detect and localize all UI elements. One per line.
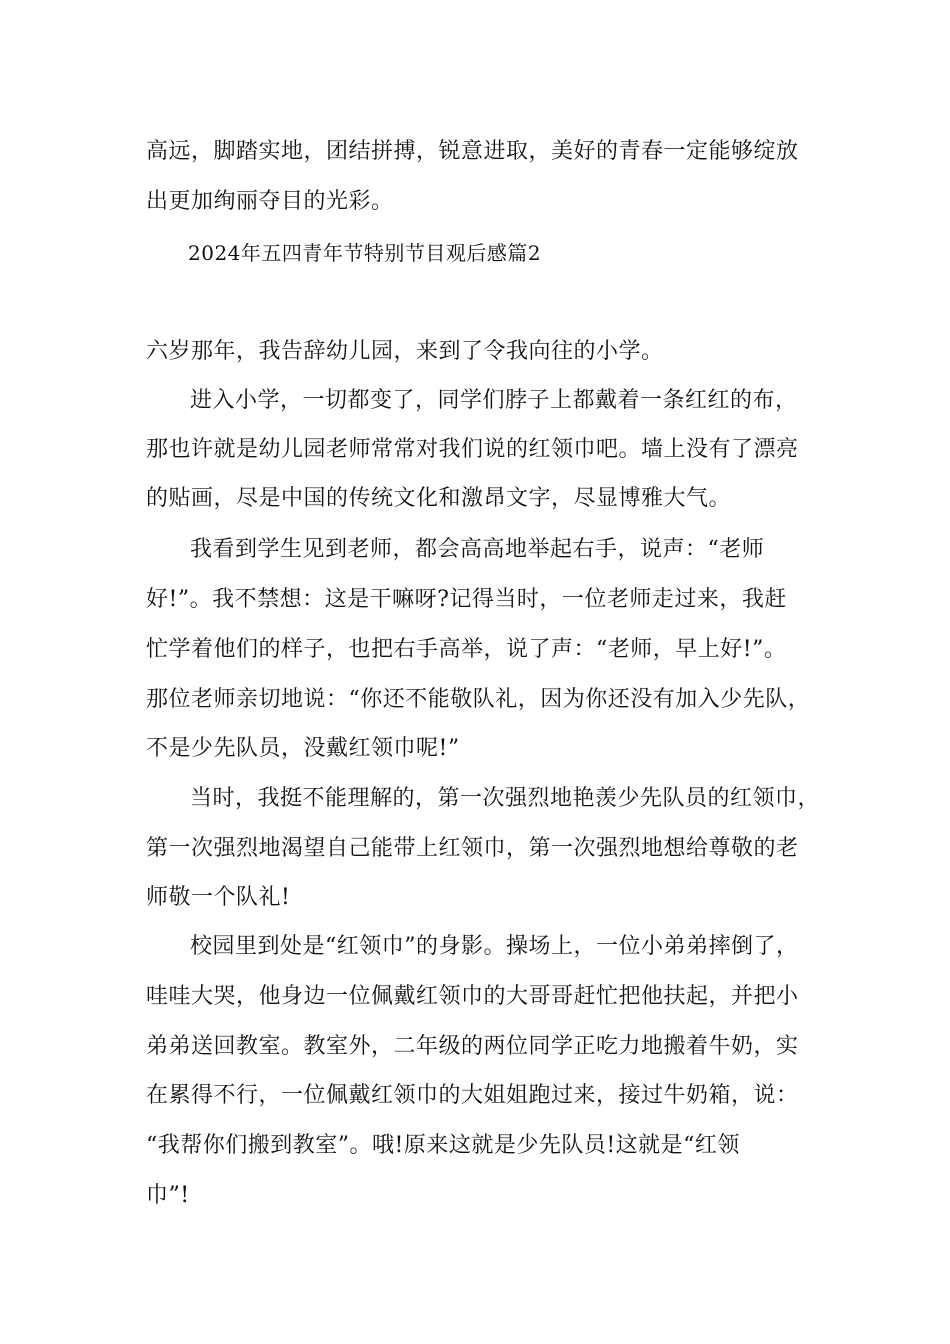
text-line: 出更加绚丽夺目的光彩。 bbox=[146, 189, 394, 214]
text-line: 忙学着他们的样子，也把右手高举，说了声：“老师，早上好!”。 bbox=[146, 637, 787, 662]
text-line: 高远，脚踏实地，团结拼搏，锐意进取，美好的青春一定能够绽放 bbox=[146, 139, 799, 164]
text-line: 好!”。我不禁想：这是干嘛呀?记得当时，一位老师走过来，我赶 bbox=[146, 587, 787, 612]
section-heading: 2024年五四青年节特别节目观后感篇2 bbox=[188, 241, 542, 265]
paragraph-first-line: 校园里到处是“红领巾”的身影。操场上，一位小弟弟摔倒了， bbox=[190, 934, 799, 959]
text-line: “我帮你们搬到教室”。哦!原来这就是少先队员!这就是“红领 bbox=[146, 1133, 740, 1158]
text-line: 那也许就是幼儿园老师常常对我们说的红领巾吧。墙上没有了漂亮 bbox=[146, 437, 799, 462]
text-line: 哇哇大哭，他身边一位佩戴红领巾的大哥哥赶忙把他扶起，并把小 bbox=[146, 984, 799, 1009]
paragraph-first-line: 当时，我挺不能理解的，第一次强烈地艳羡少先队员的红领巾， bbox=[190, 786, 821, 811]
text-line: 巾”! bbox=[146, 1183, 190, 1208]
text-line: 的贴画，尽是中国的传统文化和激昂文字，尽显博雅大气。 bbox=[146, 486, 732, 511]
text-line: 弟弟送回教室。教室外，二年级的两位同学正吃力地搬着牛奶，实 bbox=[146, 1034, 799, 1059]
text-line: 师敬一个队礼! bbox=[146, 885, 291, 910]
text-line: 在累得不行，一位佩戴红领巾的大姐姐跑过来，接过牛奶箱，说： bbox=[146, 1083, 799, 1108]
text-line: 不是少先队员，没戴红领巾呢!” bbox=[146, 736, 460, 761]
text-line: 六岁那年，我告辞幼儿园，来到了令我向往的小学。 bbox=[146, 339, 664, 364]
text-line: 第一次强烈地渴望自己能带上红领巾，第一次强烈地想给尊敬的老 bbox=[146, 836, 799, 861]
paragraph-first-line: 我看到学生见到老师，都会高高地举起右手，说声：“老师 bbox=[190, 537, 765, 562]
text-line: 那位老师亲切地说：“你还不能敬队礼，因为你还没有加入少先队， bbox=[146, 687, 811, 712]
paragraph-first-line: 进入小学，一切都变了，同学们脖子上都戴着一条红红的布， bbox=[190, 388, 798, 413]
